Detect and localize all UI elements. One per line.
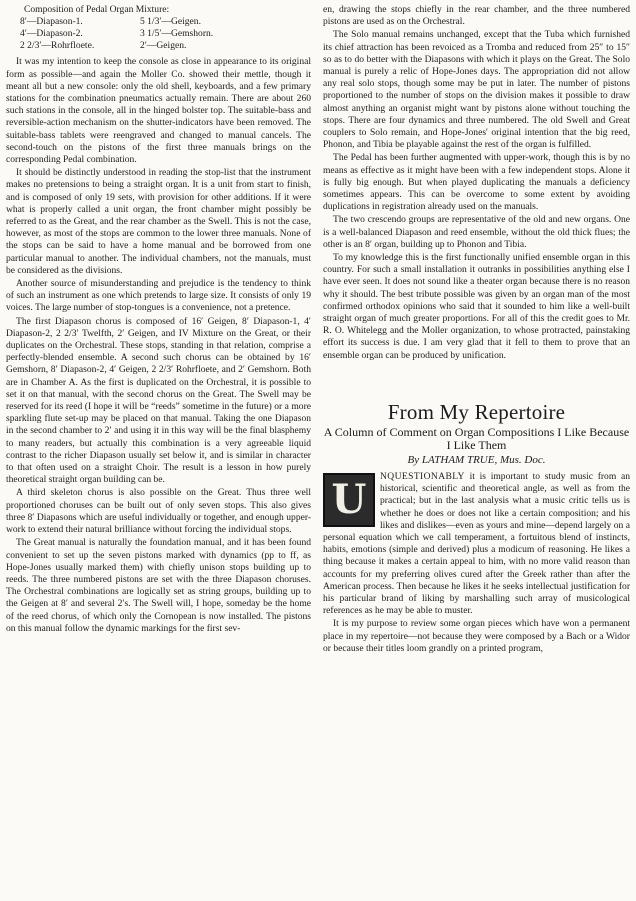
- stoplist-row: [16, 28, 311, 40]
- body-paragraph: Another source of misunderstanding and prejudice is the tendency to think of such an instrument as one which pretends to large size. It consists of only 19 voices. The large number of stop-tongues is a convenience, not a pretence.: [6, 278, 311, 314]
- stoplist-entry: 4′—Diapason-2.: [20, 28, 83, 40]
- pedal-mixture-stoplist: [16, 4, 311, 52]
- stoplist-row: [16, 40, 311, 52]
- article-first-paragraph: [323, 471, 630, 617]
- stoplist-entry: 2 2/3′—Rohrfloete.: [20, 40, 95, 52]
- body-paragraph: It should be distinctly understood in reading the stop-list that the instrument makes no pretensions to being a straight organ. It is a unit from start to finish, and is composed of only 19 sets, with provision for other additions. If it were what is properly called a unit organ, the front chamber might possibly be referred to as the Great, and the rear chamber as the Swell. This is not the case, however, as most of the stops are common to the lower three manuals. None of the stops can be said to have a home manual and be borrowed from one particular manual to another. The individual chambers, not the manuals, must be considered as the divisions.: [6, 167, 311, 276]
- body-paragraph: A third skeleton chorus is also possible on the Great. Thus three well proportioned choruses can be built out of only seven stops. This also gives three 8′ Diapasons which are useful individually or together, and enough upper-work to extend their natural brilliance without forcing the individual stops.: [6, 487, 311, 536]
- stoplist-entry: 5 1/3′—Geigen.: [140, 16, 201, 28]
- body-paragraph: The Great manual is naturally the foundation manual, and it has been found convenient to set up the seven pistons marked with dynamics (pp to ff, as Hope-Jones usually marked them) with chiefly unison stops building up to reeds. The three numbered pistons are set with the three Diapason choruses. The Orchestral combinations are logically set as string groups, building up to the Geigen at 8′ and several 2′s. The Swell will, I hope, someday be the home of the reed chorus, of which only the Cornopean is now installed. The pistons on this manual follow the dynamic markings for the first sev-: [6, 537, 311, 634]
- stoplist-heading: Composition of Pedal Organ Mixture:: [24, 4, 170, 15]
- body-paragraph: The Pedal has been further augmented with upper-work, though this is by no means as effective as it might have been with a few independent stops. Alone it is fully big enough. But when played duplicating the manuals a deficiency sometimes appears. This can be overcome to some extent by avoiding duplications in registration already used on the manuals.: [323, 152, 630, 213]
- repertoire-article: [323, 400, 630, 655]
- stoplist-entry: 3 1/5′—Gemshorn.: [140, 28, 214, 40]
- lead-word: NQUESTIONABLY: [380, 470, 465, 482]
- stoplist-row: [16, 16, 311, 28]
- stoplist-entry: 8′—Diapason-1.: [20, 16, 83, 28]
- body-paragraph: The two crescendo groups are representative of the old and new organs. One is a well-balanced Diapason and reed ensemble, without the old thick flues; the other is an 8′ organ, building up to Phonon and Tibia.: [323, 214, 630, 250]
- body-paragraph: en, drawing the stops chiefly in the rear chamber, and the three numbered pistons are used as on the Orchestral.: [323, 4, 630, 28]
- body-paragraph: The Solo manual remains unchanged, except that the Tuba which furnished its chief attraction has been revoiced as a Tromba and reduced from 25″ to 15″ so as to do better with the Diapasons with which it plays on the Great. The Solo manual is purely a relic of Hope-Jones days. The appropriation did not allow any real solo stops, though some may be put in later. The number of pistons proportioned to the number of stops on the division makes it possible to draw almost anything an organist might want by pistons alone without touching the stops. There are four dynamics and three numbered. The old Swell and Great couplers to Solo remain, and Hope-Jones' original intention that the big reed, Phonon, and Tibia be playable against the rest of the organ is fulfilled.: [323, 29, 630, 151]
- left-column: [6, 4, 311, 636]
- body-paragraph: To my knowledge this is the first functionally unified ensemble organ in this country. For such a small installation it outranks in possibilities anything else I have ever seen. It does not sound like a theater organ because there is no reason why it should. The best tribute possible was given by an organ man of the most confirmed orthodox opinions who said that it sounded to him like a well-built straight organ of much greater proportions. For all of this the credit goes to Mr. R. O. Whitelegg and the Moller organization, to whose protracted, painstaking effort its success is due. I am very glad that it fell to them to prove that an ensemble organ can be produced by unification.: [323, 252, 630, 361]
- article-subtitle: A Column of Comment on Organ Compositions I Like Because I Like Them: [323, 424, 630, 453]
- stoplist-entry: 2′—Geigen.: [140, 40, 187, 52]
- decorative-dropcap: U: [323, 473, 375, 527]
- body-paragraph: It is my purpose to review some organ pieces which have won a permanent place in my repertoire—not because they were composed by a Bach or a Widor or because their titles loom grandly on a printed program,: [323, 618, 630, 654]
- right-column: [323, 4, 630, 656]
- body-paragraph: The first Diapason chorus is composed of 16′ Geigen, 8′ Diapason-1, 4′ Diapason-2, 2 2/3′ Twelfth, 2′ Geigen, and IV Mixture on the Great, or their duplicates on the Orchestral. These stops, standing in that relation, comprise a perfectly-blended ensemble. A second such chorus can be obtained by 16′ Gemshorn, 8′ Diapason-2, 4′ Geigen, 2 2/3′ Rohrfloete, and 2′ Gemshorn. Both are in Chamber A. As the first is duplicated on the Orchestral, it is possible to set it on that manual, with the second chorus on the Great. The Swell may be reserved for its reed (I hope it will be “reeds” sometime in the future) or a more sparkling flute set-up may be placed on that manual. Taking the one Diapason in the second chamber to 2′ and using it in this way will be the final blasphemy to many readers, but actually this combination is a very agreeable liquid contrast to the richer Diapason usually set below it, and is similar in character to that often used on a straight Choir. The result is a lesson in how purely theoretical straight organ building can be.: [6, 315, 311, 486]
- body-paragraph: It was my intention to keep the console as close in appearance to its original form as possible—and again the Moller Co. showed their mettle, though it meant all but a new console: only the old shell, keyboards, and a few primary stations for the combination pneumatics actually remain. There are about 260 such stations in the console, all in the hinged bolster top. The suitable-bass and reversible-action mechanism on the shutter-indicators have been removed. The suitable-bass tablets were reengraved and changed to manual cancels. The second-touch on the pistons of the first three manuals brings on the corresponding Pedal combination.: [6, 56, 311, 165]
- paragraph-text: it is important to study music from an historical, scientific and theoretical angle, as well as from the practical; but in the last analysis what a music critic tells us is whether he does or does not like a certain composition; and his likes and dislikes—even as yours and mine—depend largely on a personal equation which we call temperament, a fortuitous blend of instincts, habits, emotions (simple and derived) plus a modicum of reasoning. He likes a thing because it makes a certain appeal to him, with no more valid reason than accounts for my preferring olives cured after the Greek rather than after the American process. Then because he likes it he seeks intellectual justification for his particular brand of liking by marshalling such array of musicological references as he may be able to muster.: [323, 470, 630, 617]
- article-title: From My Repertoire: [387, 399, 566, 424]
- article-byline: By LATHAM TRUE, Mus. Doc.: [407, 453, 546, 466]
